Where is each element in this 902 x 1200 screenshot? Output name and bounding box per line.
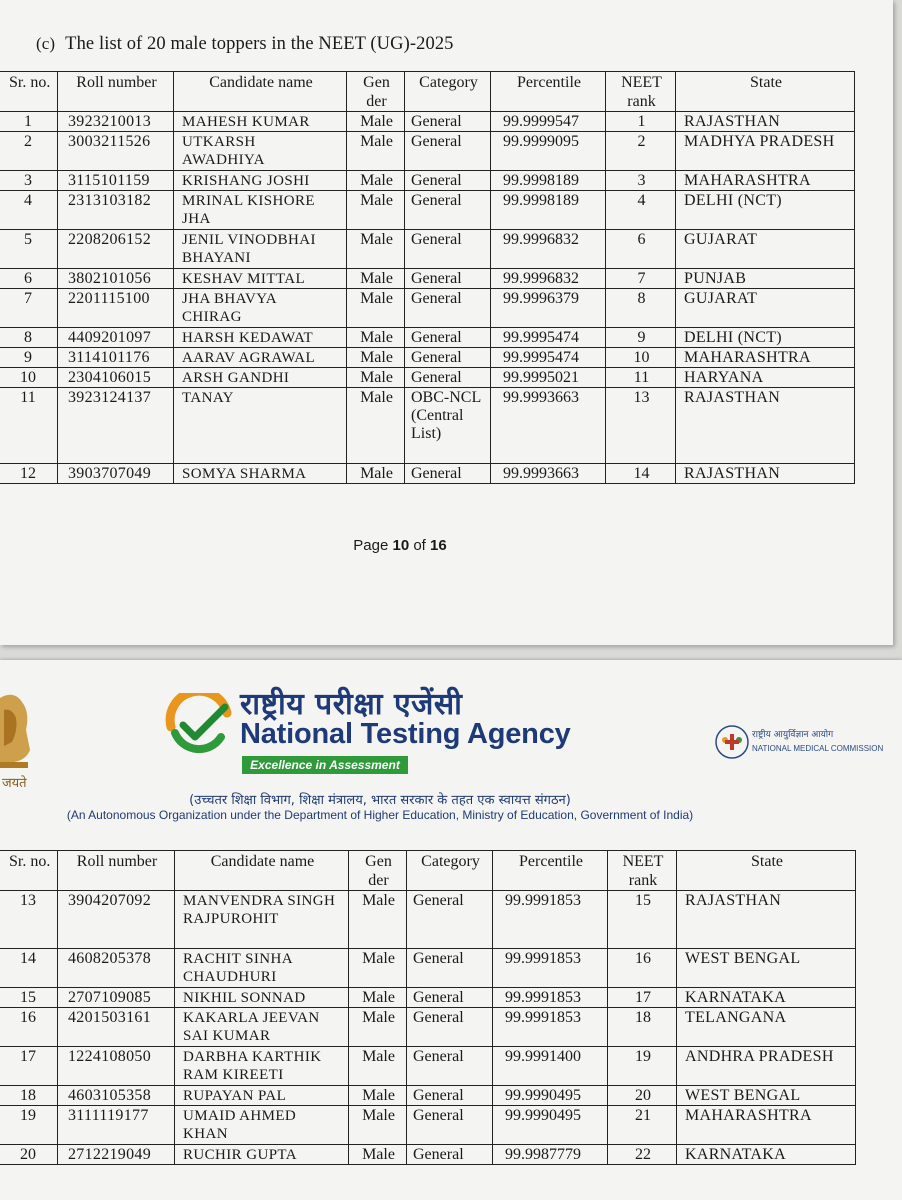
table-cell-neet-rank: 1 bbox=[606, 112, 676, 132]
table-cell-category: General bbox=[407, 1106, 493, 1145]
table-cell-roll-number: 2201115100 bbox=[58, 289, 174, 328]
page-number: Page 10 of 16 bbox=[353, 537, 447, 554]
table-cell-neet-rank: 21 bbox=[608, 1106, 677, 1145]
table-cell-roll-number: 3923124137 bbox=[58, 388, 174, 464]
nta-hindi-title: राष्ट्रीय परीक्षा एजेंसी bbox=[240, 687, 463, 722]
section-heading bbox=[36, 34, 454, 55]
table-row bbox=[0, 949, 856, 988]
table-row bbox=[0, 230, 855, 269]
table-cell-category: General bbox=[405, 132, 491, 171]
header-neet-rank: NEET rank bbox=[608, 851, 677, 891]
table-cell-category: General bbox=[407, 988, 493, 1008]
header-state: State bbox=[676, 72, 855, 112]
table-cell-gender: Male bbox=[347, 191, 405, 230]
table-cell-roll-number: 2304106015 bbox=[58, 368, 174, 388]
current-page: 10 bbox=[392, 537, 410, 554]
table-row bbox=[0, 171, 855, 191]
table-cell-gender: Male bbox=[349, 1008, 407, 1047]
table-cell-category: General bbox=[405, 191, 491, 230]
emblem-motto: जयते bbox=[2, 776, 27, 791]
national-emblem-icon bbox=[0, 690, 40, 780]
table-cell-sr-no: 18 bbox=[0, 1086, 58, 1106]
table-cell-category: General bbox=[405, 112, 491, 132]
table-cell-sr-no: 20 bbox=[0, 1145, 58, 1165]
table-cell-roll-number: 3904207092 bbox=[58, 891, 175, 949]
table-cell-percentile: 99.9996832 bbox=[491, 269, 606, 289]
table-cell-state: MAHARASHTRA bbox=[677, 1106, 856, 1145]
nmc-logo-icon bbox=[714, 724, 750, 760]
table-cell-state: DELHI (NCT) bbox=[676, 191, 855, 230]
table-cell-state: GUJARAT bbox=[676, 289, 855, 328]
table-row bbox=[0, 328, 855, 348]
table-row bbox=[0, 891, 856, 949]
table-cell-state: MAHARASHTRA bbox=[676, 171, 855, 191]
table-cell-sr-no: 14 bbox=[0, 949, 58, 988]
table-cell-gender: Male bbox=[349, 1047, 407, 1086]
table-cell-state: RAJASTHAN bbox=[676, 112, 855, 132]
table-cell-roll-number: 2208206152 bbox=[58, 230, 174, 269]
table-cell-percentile: 99.9987779 bbox=[493, 1145, 608, 1165]
table-cell-percentile: 99.9993663 bbox=[491, 388, 606, 464]
table-cell-candidate-name: AARAV AGRAWAL bbox=[174, 348, 347, 368]
table-cell-sr-no: 7 bbox=[0, 289, 58, 328]
table-cell-candidate-name: MANVENDRA SINGH RAJPUROHIT bbox=[175, 891, 349, 949]
table-cell-state: MAHARASHTRA bbox=[676, 348, 855, 368]
table-cell-neet-rank: 16 bbox=[608, 949, 677, 988]
table-cell-sr-no: 17 bbox=[0, 1047, 58, 1086]
table-cell-candidate-name: RUCHIR GUPTA bbox=[175, 1145, 349, 1165]
table-row bbox=[0, 191, 855, 230]
table-cell-category: General bbox=[407, 891, 493, 949]
table-cell-category: General bbox=[405, 464, 491, 484]
header-category: Category bbox=[407, 851, 493, 891]
table-cell-candidate-name: RUPAYAN PAL bbox=[175, 1086, 349, 1106]
table-row bbox=[0, 1145, 856, 1165]
table-cell-candidate-name: MAHESH KUMAR bbox=[174, 112, 347, 132]
table-cell-percentile: 99.9995474 bbox=[491, 328, 606, 348]
header-percentile: Percentile bbox=[491, 72, 606, 112]
table-cell-roll-number: 3115101159 bbox=[58, 171, 174, 191]
document-page-11 bbox=[0, 660, 902, 1200]
table-cell-neet-rank: 22 bbox=[608, 1145, 677, 1165]
table-cell-neet-rank: 20 bbox=[608, 1086, 677, 1106]
table-cell-state: ANDHRA PRADESH bbox=[677, 1047, 856, 1086]
header-roll-number: Roll number bbox=[58, 851, 175, 891]
table-row bbox=[0, 132, 855, 171]
table-cell-roll-number: 2712219049 bbox=[58, 1145, 175, 1165]
table-cell-percentile: 99.9990495 bbox=[493, 1106, 608, 1145]
total-pages: 16 bbox=[430, 537, 447, 554]
table-cell-neet-rank: 3 bbox=[606, 171, 676, 191]
table-cell-sr-no: 13 bbox=[0, 891, 58, 949]
table-cell-roll-number: 2707109085 bbox=[58, 988, 175, 1008]
table-cell-gender: Male bbox=[347, 328, 405, 348]
table-cell-neet-rank: 17 bbox=[608, 988, 677, 1008]
table-cell-roll-number: 1224108050 bbox=[58, 1047, 175, 1086]
table-cell-category: OBC-NCL (Central List) bbox=[405, 388, 491, 464]
table-cell-sr-no: 6 bbox=[0, 269, 58, 289]
nta-logo-icon bbox=[165, 693, 235, 753]
table-row bbox=[0, 1106, 856, 1145]
toppers-table-part-1 bbox=[0, 71, 855, 484]
table-cell-roll-number: 4603105358 bbox=[58, 1086, 175, 1106]
table-cell-neet-rank: 10 bbox=[606, 348, 676, 368]
table-cell-candidate-name: KESHAV MITTAL bbox=[174, 269, 347, 289]
table-cell-category: General bbox=[407, 949, 493, 988]
section-label: (c) bbox=[36, 34, 56, 53]
table-cell-gender: Male bbox=[349, 988, 407, 1008]
table-cell-neet-rank: 19 bbox=[608, 1047, 677, 1086]
section-title: The list of 20 male toppers in the NEET (UG)-2025 bbox=[65, 34, 454, 54]
header-roll-number: Roll number bbox=[58, 72, 174, 112]
table-cell-category: General bbox=[407, 1047, 493, 1086]
table-cell-state: RAJASTHAN bbox=[676, 464, 855, 484]
table-cell-state: GUJARAT bbox=[676, 230, 855, 269]
table-cell-candidate-name: JHA BHAVYA CHIRAG bbox=[174, 289, 347, 328]
table-cell-percentile: 99.9999547 bbox=[491, 112, 606, 132]
table-row bbox=[0, 388, 855, 464]
table-cell-candidate-name: HARSH KEDAWAT bbox=[174, 328, 347, 348]
table-cell-gender: Male bbox=[347, 269, 405, 289]
table-cell-percentile: 99.9991853 bbox=[493, 891, 608, 949]
table-cell-category: General bbox=[405, 328, 491, 348]
table-cell-sr-no: 11 bbox=[0, 388, 58, 464]
table-cell-gender: Male bbox=[349, 1145, 407, 1165]
header-candidate-name: Candidate name bbox=[174, 72, 347, 112]
table-cell-gender: Male bbox=[349, 891, 407, 949]
table-cell-neet-rank: 11 bbox=[606, 368, 676, 388]
table-cell-gender: Male bbox=[347, 132, 405, 171]
table-row bbox=[0, 988, 856, 1008]
table-cell-category: General bbox=[405, 230, 491, 269]
table-cell-gender: Male bbox=[349, 1106, 407, 1145]
table-cell-sr-no: 19 bbox=[0, 1106, 58, 1145]
table-cell-gender: Male bbox=[347, 112, 405, 132]
table-cell-percentile: 99.9991853 bbox=[493, 988, 608, 1008]
header-category: Category bbox=[405, 72, 491, 112]
table-cell-candidate-name: RACHIT SINHA CHAUDHURI bbox=[175, 949, 349, 988]
subtitle-english: (An Autonomous Organization under the Department of Higher Education, Ministry of Education, Government of India) bbox=[66, 808, 694, 822]
table-cell-gender: Male bbox=[349, 949, 407, 988]
table-cell-percentile: 99.9998189 bbox=[491, 191, 606, 230]
table-cell-state: KARNATAKA bbox=[677, 1145, 856, 1165]
header-neet-rank: NEET rank bbox=[606, 72, 676, 112]
table-cell-category: General bbox=[405, 289, 491, 328]
nmc-english-name: NATIONAL MEDICAL COMMISSION bbox=[752, 744, 884, 753]
table-cell-sr-no: 16 bbox=[0, 1008, 58, 1047]
table-cell-sr-no: 15 bbox=[0, 988, 58, 1008]
table-cell-candidate-name: NIKHIL SONNAD bbox=[175, 988, 349, 1008]
header-gender: Gen der bbox=[347, 72, 405, 112]
table-cell-neet-rank: 7 bbox=[606, 269, 676, 289]
table-cell-roll-number: 3923210013 bbox=[58, 112, 174, 132]
nmc-hindi-name: राष्ट्रीय आयुर्विज्ञान आयोग bbox=[752, 730, 834, 740]
table-row bbox=[0, 1008, 856, 1047]
table-cell-state: HARYANA bbox=[676, 368, 855, 388]
table-row bbox=[0, 464, 855, 484]
table-cell-gender: Male bbox=[347, 388, 405, 464]
table-cell-state: WEST BENGAL bbox=[677, 949, 856, 988]
table-cell-neet-rank: 14 bbox=[606, 464, 676, 484]
table-cell-percentile: 99.9999095 bbox=[491, 132, 606, 171]
subtitle-hindi: (उच्चतर शिक्षा विभाग, शिक्षा मंत्रालय, भारत सरकार के तहत एक स्वायत्त संगठन) bbox=[189, 793, 571, 808]
table-row bbox=[0, 368, 855, 388]
table-cell-candidate-name: UMAID AHMED KHAN bbox=[175, 1106, 349, 1145]
table-cell-category: General bbox=[405, 368, 491, 388]
table-cell-state: RAJASTHAN bbox=[676, 388, 855, 464]
table-cell-percentile: 99.9991853 bbox=[493, 949, 608, 988]
header-gender: Gen der bbox=[349, 851, 407, 891]
table-cell-roll-number: 3003211526 bbox=[58, 132, 174, 171]
table-cell-neet-rank: 13 bbox=[606, 388, 676, 464]
header-sr-no: Sr. no. bbox=[0, 851, 58, 891]
table-cell-roll-number: 4608205378 bbox=[58, 949, 175, 988]
table-cell-gender: Male bbox=[347, 368, 405, 388]
table-cell-gender: Male bbox=[347, 464, 405, 484]
nta-tagline: Excellence in Assessment bbox=[242, 756, 408, 774]
toppers-table-part-2 bbox=[0, 850, 856, 1165]
header-state: State bbox=[677, 851, 856, 891]
table-cell-state: TELANGANA bbox=[677, 1008, 856, 1047]
table-cell-sr-no: 3 bbox=[0, 171, 58, 191]
table-cell-category: General bbox=[405, 171, 491, 191]
table-cell-neet-rank: 6 bbox=[606, 230, 676, 269]
table-cell-sr-no: 10 bbox=[0, 368, 58, 388]
table-cell-percentile: 99.9993663 bbox=[491, 464, 606, 484]
table-cell-state: RAJASTHAN bbox=[677, 891, 856, 949]
table-cell-neet-rank: 8 bbox=[606, 289, 676, 328]
table-cell-roll-number: 3903707049 bbox=[58, 464, 174, 484]
table-cell-percentile: 99.9991853 bbox=[493, 1008, 608, 1047]
table-row bbox=[0, 112, 855, 132]
table-cell-candidate-name: KRISHANG JOSHI bbox=[174, 171, 347, 191]
table-cell-category: General bbox=[405, 348, 491, 368]
table-row bbox=[0, 289, 855, 328]
table-cell-neet-rank: 18 bbox=[608, 1008, 677, 1047]
table-cell-candidate-name: SOMYA SHARMA bbox=[174, 464, 347, 484]
table-cell-gender: Male bbox=[347, 230, 405, 269]
table-cell-percentile: 99.9995474 bbox=[491, 348, 606, 368]
table-cell-candidate-name: ARSH GANDHI bbox=[174, 368, 347, 388]
table-cell-sr-no: 1 bbox=[0, 112, 58, 132]
table-cell-percentile: 99.9990495 bbox=[493, 1086, 608, 1106]
table-cell-category: General bbox=[407, 1086, 493, 1106]
table-cell-category: General bbox=[405, 269, 491, 289]
table-cell-gender: Male bbox=[349, 1086, 407, 1106]
table-cell-sr-no: 9 bbox=[0, 348, 58, 368]
table-cell-roll-number: 3114101176 bbox=[58, 348, 174, 368]
table-cell-state: WEST BENGAL bbox=[677, 1086, 856, 1106]
table-cell-roll-number: 3111119177 bbox=[58, 1106, 175, 1145]
table-cell-candidate-name: UTKARSH AWADHIYA bbox=[174, 132, 347, 171]
header-percentile: Percentile bbox=[493, 851, 608, 891]
table-cell-candidate-name: TANAY bbox=[174, 388, 347, 464]
table-cell-candidate-name: KAKARLA JEEVAN SAI KUMAR bbox=[175, 1008, 349, 1047]
table-cell-roll-number: 2313103182 bbox=[58, 191, 174, 230]
table-row bbox=[0, 1047, 856, 1086]
table-cell-gender: Male bbox=[347, 348, 405, 368]
table-cell-neet-rank: 2 bbox=[606, 132, 676, 171]
table-cell-sr-no: 4 bbox=[0, 191, 58, 230]
table-cell-sr-no: 2 bbox=[0, 132, 58, 171]
table-cell-percentile: 99.9996379 bbox=[491, 289, 606, 328]
table-cell-sr-no: 5 bbox=[0, 230, 58, 269]
table-cell-percentile: 99.9998189 bbox=[491, 171, 606, 191]
table-cell-state: DELHI (NCT) bbox=[676, 328, 855, 348]
table-cell-sr-no: 12 bbox=[0, 464, 58, 484]
table-cell-category: General bbox=[407, 1145, 493, 1165]
table-cell-roll-number: 4201503161 bbox=[58, 1008, 175, 1047]
table-cell-neet-rank: 15 bbox=[608, 891, 677, 949]
table-cell-percentile: 99.9996832 bbox=[491, 230, 606, 269]
table-cell-category: General bbox=[407, 1008, 493, 1047]
table-cell-sr-no: 8 bbox=[0, 328, 58, 348]
table-cell-candidate-name: DARBHA KARTHIK RAM KIREETI bbox=[175, 1047, 349, 1086]
table-cell-gender: Male bbox=[347, 171, 405, 191]
table-cell-candidate-name: MRINAL KISHORE JHA bbox=[174, 191, 347, 230]
table-cell-candidate-name: JENIL VINODBHAI BHAYANI bbox=[174, 230, 347, 269]
nta-english-title: National Testing Agency bbox=[240, 718, 571, 750]
table-cell-gender: Male bbox=[347, 289, 405, 328]
table-cell-state: MADHYA PRADESH bbox=[676, 132, 855, 171]
table-row bbox=[0, 348, 855, 368]
table-row bbox=[0, 269, 855, 289]
table-row bbox=[0, 1086, 856, 1106]
header-candidate-name: Candidate name bbox=[175, 851, 349, 891]
table-cell-state: KARNATAKA bbox=[677, 988, 856, 1008]
table-cell-percentile: 99.9991400 bbox=[493, 1047, 608, 1086]
table-cell-percentile: 99.9995021 bbox=[491, 368, 606, 388]
table-cell-roll-number: 4409201097 bbox=[58, 328, 174, 348]
table-cell-roll-number: 3802101056 bbox=[58, 269, 174, 289]
table-cell-neet-rank: 9 bbox=[606, 328, 676, 348]
header-sr-no: Sr. no. bbox=[0, 72, 58, 112]
table-cell-neet-rank: 4 bbox=[606, 191, 676, 230]
table-cell-state: PUNJAB bbox=[676, 269, 855, 289]
